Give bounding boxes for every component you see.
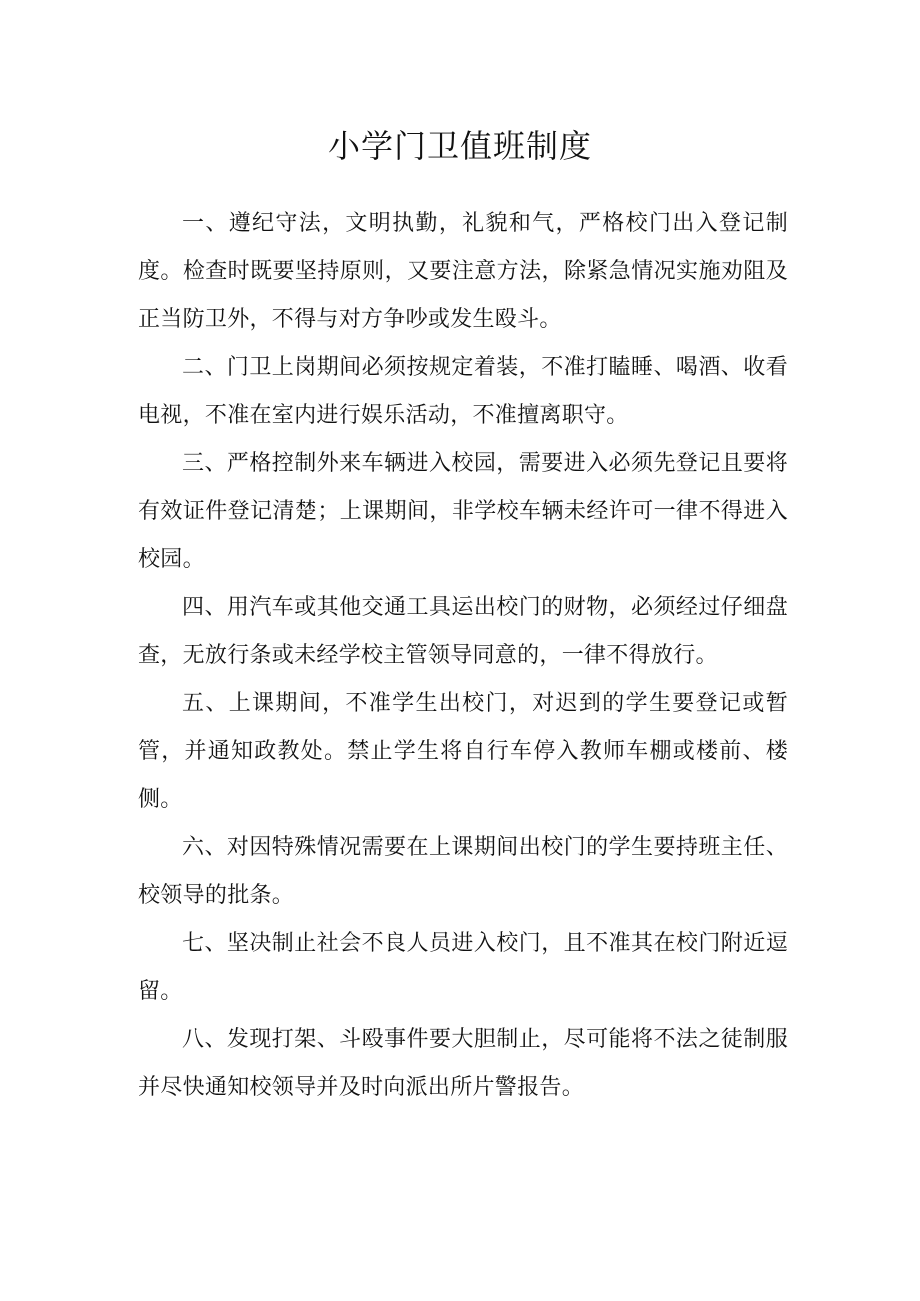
paragraph-7: 七、坚决制止社会不良人员进入校门，且不准其在校门附近逗留。 (138, 931, 788, 1004)
paragraph-4: 四、用汽车或其他交通工具运出校门的财物，必须经过仔细盘查，无放行条或未经学校主管领导同意的，一律不得放行。 (138, 595, 788, 668)
paragraph-2: 二、门卫上岗期间必须按规定着装，不准打瞌睡、喝酒、收看电视，不准在室内进行娱乐活动，不准擅离职守。 (138, 355, 788, 428)
paragraph-6: 六、对因特殊情况需要在上课期间出校门的学生要持班主任、校领导的批条。 (138, 835, 788, 908)
paragraph-5: 五、上课期间，不准学生出校门，对迟到的学生要登记或暂管，并通知政教处。禁止学生将自行车停入教师车棚或楼前、楼侧。 (138, 691, 788, 812)
document-body (138, 200, 788, 1112)
paragraph-8: 八、发现打架、斗殴事件要大胆制止，尽可能将不法之徒制服并尽快通知校领导并及时向派出所片警报告。 (138, 1027, 788, 1100)
paragraph-3: 三、严格控制外来车辆进入校园，需要进入必须先登记且要将有效证件登记清楚；上课期间，非学校车辆未经许可一律不得进入校园。 (138, 451, 788, 572)
document-title: 小学门卫值班制度 (327, 127, 592, 165)
paragraph-1: 一、遵纪守法，文明执勤，礼貌和气，严格校门出入登记制度。检查时既要坚持原则，又要注意方法，除紧急情况实施劝阻及正当防卫外，不得与对方争吵或发生殴斗。 (138, 211, 788, 332)
